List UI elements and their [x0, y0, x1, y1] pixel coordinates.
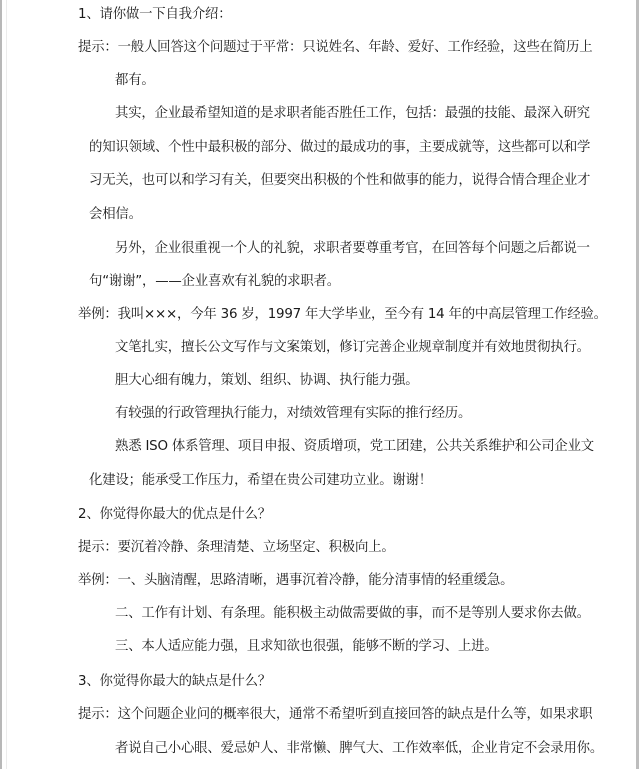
example-q2-line3: 三、本人适应能力强，且求知欲也很强，能够不断的学习、上进。	[115, 639, 498, 654]
example-q2-line2: 二、工作有计划、有条理。能积极主动做需要做的事，而不是等别人要求你去做。	[115, 606, 590, 621]
hint-q3-line1: 提示：这个问题企业问的概率很大，通常不希望听到直接回答的缺点是什么等，如果求职	[78, 707, 593, 722]
example-q1-line1: 举例：我叫×××，今年 36 岁，1997 年大学毕业，至今有 14 年的中高层管理工作经验。	[78, 307, 607, 322]
paragraph-q1-p2-line1: 另外，企业很重视一个人的礼貌，求职者要尊重考官，在回答每个问题之后都说一	[115, 241, 590, 256]
example-q2-line1: 举例：一、头脑清醒，思路清晰，遇事沉着冷静，能分清事情的轻重缓急。	[78, 573, 514, 588]
paragraph-q1-p1-line3: 习无关，也可以和学习有关，但要突出积极的个性和做事的能力，说得合情合理企业才	[89, 173, 591, 188]
heading-q1: 1、请你做一下自我介绍：	[78, 7, 232, 22]
example-q1-line5: 熟悉 ISO 体系管理、项目申报、资质增项，党工团建，公共关系维护和公司企业文	[115, 439, 594, 454]
paragraph-q1-p1-line1: 其实，企业最希望知道的是求职者能否胜任工作，包括：最强的技能、最深入研究	[115, 106, 590, 121]
hint-q1-line2: 都有。	[115, 73, 155, 88]
example-q1-line6: 化建设；能承受工作压力，希望在贵公司建功立业。谢谢！	[89, 473, 432, 488]
paragraph-q1-p1-line2: 的知识领域、个性中最积极的部分、做过的最成功的事，主要成就等，这些都可以和学	[89, 140, 591, 155]
example-q1-line2: 文笔扎实，擅长公文写作与文案策划，修订完善企业规章制度并有效地贯彻执行。	[115, 340, 590, 355]
paragraph-q1-p1-line4: 会相信。	[89, 207, 142, 222]
hint-q1-line1: 提示：一般人回答这个问题过于平常：只说姓名、年龄、爱好、工作经验，这些在简历上	[78, 40, 593, 55]
heading-q3: 3、你觉得你最大的缺点是什么？	[78, 674, 271, 689]
example-q1-line3: 胆大心细有魄力，策划、组织、协调、执行能力强。	[115, 373, 419, 388]
heading-q2: 2、你觉得你最大的优点是什么？	[78, 507, 271, 522]
hint-q3-line2: 者说自己小心眼、爱忌妒人、非常懒、脾气大、工作效率低，企业肯定不会录用你。	[115, 741, 604, 756]
paragraph-q1-p2-line2: 句“谢谢”，——企业喜欢有礼貌的求职者。	[89, 274, 340, 289]
example-q1-line4: 有较强的行政管理执行能力，对绩效管理有实际的推行经历。	[115, 406, 472, 421]
hint-q2: 提示：要沉着冷静、条理清楚、立场坚定、积极向上。	[78, 540, 395, 555]
